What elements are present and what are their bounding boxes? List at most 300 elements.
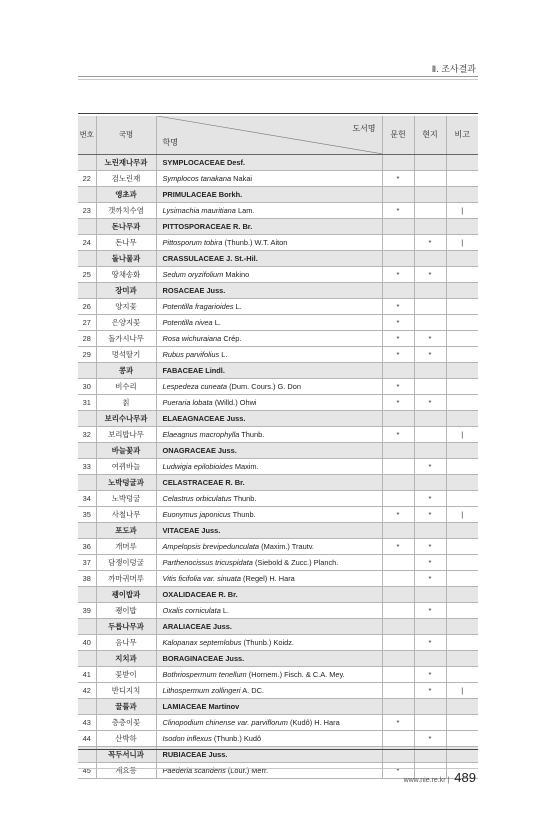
field-mark: * — [414, 507, 446, 523]
header-rule-thin — [78, 79, 478, 80]
species-author: (Thunb.) Koidz. — [243, 638, 294, 647]
field-mark: * — [414, 603, 446, 619]
note-mark — [446, 379, 478, 395]
species-korean-name: 층층이꽃 — [96, 715, 156, 731]
species-korean-name: 여뀌바늘 — [96, 459, 156, 475]
row-num — [78, 283, 96, 299]
field-mark — [414, 171, 446, 187]
field-mark: * — [414, 555, 446, 571]
species-binomial: Pittosporum tobira — [162, 238, 223, 247]
field-mark — [414, 155, 446, 171]
literature-mark — [382, 443, 414, 459]
note-mark — [446, 299, 478, 315]
field-mark — [414, 363, 446, 379]
literature-mark — [382, 187, 414, 203]
species-binomial: Isodon inflexus — [162, 734, 212, 743]
species-binomial: Lithospermum zollingeri — [162, 686, 241, 695]
family-korean-name: 노린재나무과 — [96, 155, 156, 171]
species-row — [78, 299, 478, 315]
species-row — [78, 203, 478, 219]
literature-mark: * — [382, 395, 414, 411]
literature-mark — [382, 363, 414, 379]
note-mark — [446, 411, 478, 427]
literature-mark — [382, 251, 414, 267]
species-author: (Willd.) Ohwi — [214, 398, 257, 407]
row-num: 40 — [78, 635, 96, 651]
note-mark: | — [446, 683, 478, 699]
literature-mark — [382, 235, 414, 251]
row-num: 22 — [78, 171, 96, 187]
species-author: Maxim. — [234, 462, 259, 471]
note-mark — [446, 667, 478, 683]
note-mark — [446, 347, 478, 363]
species-binomial: Rosa wichuraiana — [162, 334, 222, 343]
species-row — [78, 491, 478, 507]
species-binomial: Vitis ficifolia var. sinuata — [162, 574, 241, 583]
row-num — [78, 475, 96, 491]
species-korean-name: 칡 — [96, 395, 156, 411]
table-bottom-rule — [78, 749, 478, 750]
field-mark — [414, 619, 446, 635]
species-author: L. — [214, 318, 221, 327]
species-binomial: Lespedeza cuneata — [162, 382, 228, 391]
species-author: L. — [222, 606, 230, 615]
species-scientific-name — [156, 507, 382, 523]
family-scientific-name: VITACEAE Juss. — [156, 523, 382, 539]
footer-url: www.nie.re.kr — [403, 777, 446, 784]
literature-mark — [382, 619, 414, 635]
species-scientific-name — [156, 267, 382, 283]
family-korean-name: 두릅나무과 — [96, 619, 156, 635]
species-binomial: Oxalis corniculata — [162, 606, 221, 615]
row-num: 32 — [78, 427, 96, 443]
family-scientific-name: LAMIACEAE Martinov — [156, 699, 382, 715]
header-field: 현지 — [414, 116, 446, 155]
species-korean-name: 꽃받이 — [96, 667, 156, 683]
species-author: (Kudô) H. Hara — [290, 718, 340, 727]
species-author: Makino — [225, 270, 250, 279]
species-row — [78, 539, 478, 555]
species-scientific-name — [156, 491, 382, 507]
species-row — [78, 555, 478, 571]
literature-mark — [382, 699, 414, 715]
species-scientific-name — [156, 235, 382, 251]
species-binomial: Bothriospermum tenellum — [162, 670, 247, 679]
note-mark — [446, 315, 478, 331]
row-num — [78, 587, 96, 603]
row-num: 28 — [78, 331, 96, 347]
species-row — [78, 267, 478, 283]
row-num: 31 — [78, 395, 96, 411]
family-korean-name: 노박덩굴과 — [96, 475, 156, 491]
row-num — [78, 619, 96, 635]
family-scientific-name: ROSACEAE Juss. — [156, 283, 382, 299]
row-num: 36 — [78, 539, 96, 555]
family-korean-name: 콩과 — [96, 363, 156, 379]
family-scientific-name: SYMPLOCACEAE Desf. — [156, 155, 382, 171]
literature-mark: * — [382, 171, 414, 187]
table-header-row — [78, 116, 478, 155]
row-num — [78, 443, 96, 459]
header-scientific-name — [156, 116, 382, 155]
note-mark — [446, 571, 478, 587]
family-scientific-name: ARALIACEAE Juss. — [156, 619, 382, 635]
field-mark — [414, 699, 446, 715]
note-mark — [446, 619, 478, 635]
species-binomial: Ampelopsis brevipedunculata — [162, 542, 260, 551]
species-author: A. DC. — [242, 686, 264, 695]
note-mark — [446, 283, 478, 299]
family-row — [78, 587, 478, 603]
species-author: (Maxim.) Trautv. — [261, 542, 314, 551]
note-mark — [446, 267, 478, 283]
species-scientific-name — [156, 667, 382, 683]
family-korean-name: 바늘꽃과 — [96, 443, 156, 459]
field-mark — [414, 315, 446, 331]
field-mark: * — [414, 459, 446, 475]
field-mark — [414, 651, 446, 667]
literature-mark — [382, 283, 414, 299]
literature-mark: * — [382, 203, 414, 219]
field-mark — [414, 587, 446, 603]
note-mark — [446, 491, 478, 507]
row-num — [78, 155, 96, 171]
literature-mark: * — [382, 299, 414, 315]
field-mark — [414, 219, 446, 235]
species-row — [78, 731, 478, 747]
row-num: 29 — [78, 347, 96, 363]
family-row — [78, 251, 478, 267]
row-num — [78, 523, 96, 539]
note-mark — [446, 555, 478, 571]
row-num: 30 — [78, 379, 96, 395]
header-num: 번호 — [78, 116, 96, 155]
species-author: (Thunb.) Kudô — [213, 734, 262, 743]
family-korean-name: 장미과 — [96, 283, 156, 299]
species-scientific-name — [156, 683, 382, 699]
field-mark: * — [414, 491, 446, 507]
family-row — [78, 699, 478, 715]
literature-mark — [382, 459, 414, 475]
row-num: 25 — [78, 267, 96, 283]
species-row — [78, 603, 478, 619]
species-binomial: Clinopodium chinense var. parviflorum — [162, 718, 288, 727]
field-mark — [414, 299, 446, 315]
species-author: L. — [235, 302, 242, 311]
family-row — [78, 411, 478, 427]
species-author: (Hornem.) Fisch. & C.A. Mey. — [248, 670, 345, 679]
field-mark — [414, 379, 446, 395]
header-rule — [78, 76, 478, 77]
species-korean-name: 노박덩굴 — [96, 491, 156, 507]
species-author: (Regel) H. Hara — [243, 574, 295, 583]
literature-mark — [382, 219, 414, 235]
literature-mark — [382, 411, 414, 427]
species-row — [78, 683, 478, 699]
species-scientific-name — [156, 571, 382, 587]
family-korean-name: 포도과 — [96, 523, 156, 539]
note-mark — [446, 523, 478, 539]
literature-mark — [382, 571, 414, 587]
species-scientific-name — [156, 731, 382, 747]
literature-mark — [382, 731, 414, 747]
species-binomial: Symplocos tanakana — [162, 174, 232, 183]
literature-mark: * — [382, 507, 414, 523]
family-korean-name: 괭이밥과 — [96, 587, 156, 603]
note-mark — [446, 443, 478, 459]
species-row — [78, 315, 478, 331]
species-scientific-name — [156, 395, 382, 411]
species-author: Thunb. — [232, 510, 256, 519]
row-num: 27 — [78, 315, 96, 331]
family-row — [78, 619, 478, 635]
species-korean-name: 담쟁이덩굴 — [96, 555, 156, 571]
note-mark — [446, 539, 478, 555]
literature-mark — [382, 475, 414, 491]
species-korean-name: 갯까치수염 — [96, 203, 156, 219]
species-scientific-name — [156, 539, 382, 555]
species-table — [78, 116, 478, 779]
species-row — [78, 379, 478, 395]
literature-mark: * — [382, 763, 414, 779]
family-korean-name: 지치과 — [96, 651, 156, 667]
literature-mark: * — [382, 379, 414, 395]
field-mark — [414, 715, 446, 731]
table-body — [78, 155, 478, 779]
note-mark — [446, 187, 478, 203]
family-korean-name: 앵초과 — [96, 187, 156, 203]
literature-mark — [382, 667, 414, 683]
species-row — [78, 635, 478, 651]
note-mark — [446, 699, 478, 715]
row-num: 39 — [78, 603, 96, 619]
species-binomial: Celastrus orbiculatus — [162, 494, 232, 503]
note-mark — [446, 731, 478, 747]
species-korean-name: 개머루 — [96, 539, 156, 555]
section-title: Ⅱ. 조사결과 — [431, 64, 476, 74]
species-korean-name: 사철나무 — [96, 507, 156, 523]
literature-mark: * — [382, 331, 414, 347]
literature-mark — [382, 523, 414, 539]
field-mark — [414, 443, 446, 459]
row-num — [78, 219, 96, 235]
species-row — [78, 427, 478, 443]
family-row — [78, 187, 478, 203]
row-num: 35 — [78, 507, 96, 523]
species-korean-name: 괭이밥 — [96, 603, 156, 619]
family-scientific-name: RUBIACEAE Juss. — [156, 747, 382, 763]
row-num — [78, 411, 96, 427]
species-korean-name: 돈나무 — [96, 235, 156, 251]
species-author: Nakai — [233, 174, 253, 183]
species-author: Lam. — [237, 206, 255, 215]
literature-mark — [382, 555, 414, 571]
literature-mark — [382, 155, 414, 171]
note-mark — [446, 331, 478, 347]
header-book-label: 도서명 — [352, 124, 376, 133]
literature-mark — [382, 587, 414, 603]
note-mark — [446, 171, 478, 187]
family-scientific-name: OXALIDACEAE R. Br. — [156, 587, 382, 603]
family-scientific-name: ELAEAGNACEAE Juss. — [156, 411, 382, 427]
note-mark — [446, 155, 478, 171]
family-korean-name: 꿀풀과 — [96, 699, 156, 715]
family-scientific-name: ONAGRACEAE Juss. — [156, 443, 382, 459]
literature-mark: * — [382, 427, 414, 443]
row-num — [78, 699, 96, 715]
note-mark — [446, 475, 478, 491]
species-korean-name: 멍석딸기 — [96, 347, 156, 363]
literature-mark: * — [382, 715, 414, 731]
header-literature: 문헌 — [382, 116, 414, 155]
row-num — [78, 251, 96, 267]
note-mark — [446, 603, 478, 619]
literature-mark: * — [382, 267, 414, 283]
species-binomial: Rubus parvifolius — [162, 350, 220, 359]
field-mark: * — [414, 267, 446, 283]
footer-rule — [78, 768, 478, 769]
species-row — [78, 715, 478, 731]
species-binomial: Kalopanax septemlobus — [162, 638, 242, 647]
family-scientific-name: BORAGINACEAE Juss. — [156, 651, 382, 667]
field-mark: * — [414, 347, 446, 363]
note-mark: | — [446, 203, 478, 219]
header-note: 비고 — [446, 116, 478, 155]
species-scientific-name — [156, 459, 382, 475]
family-scientific-name: FABACEAE Lindl. — [156, 363, 382, 379]
species-binomial: Paederia scandens — [162, 766, 226, 775]
species-row — [78, 667, 478, 683]
field-mark: * — [414, 395, 446, 411]
species-korean-name: 계요등 — [96, 763, 156, 779]
literature-mark — [382, 651, 414, 667]
species-scientific-name — [156, 331, 382, 347]
diagonal-divider — [157, 116, 383, 154]
family-korean-name: 돌나물과 — [96, 251, 156, 267]
header-korean-name: 국명 — [96, 116, 156, 155]
species-binomial: Euonymus japonicus — [162, 510, 231, 519]
species-korean-name: 비수리 — [96, 379, 156, 395]
note-mark — [446, 363, 478, 379]
species-binomial: Elaeagnus macrophylla — [162, 430, 240, 439]
species-korean-name: 검노린재 — [96, 171, 156, 187]
literature-mark: * — [382, 315, 414, 331]
species-binomial: Parthenocissus tricuspidata — [162, 558, 253, 567]
field-mark — [414, 475, 446, 491]
note-mark — [446, 219, 478, 235]
table-top-rule — [78, 113, 478, 114]
field-mark: * — [414, 235, 446, 251]
species-korean-name: 돌가시나무 — [96, 331, 156, 347]
field-mark: * — [414, 635, 446, 651]
row-num: 24 — [78, 235, 96, 251]
species-author: (Lour.) Merr. — [227, 766, 269, 775]
family-row — [78, 219, 478, 235]
row-num: 44 — [78, 731, 96, 747]
note-mark — [446, 651, 478, 667]
row-num — [78, 187, 96, 203]
species-author: (Dum. Cours.) G. Don — [229, 382, 301, 391]
note-mark — [446, 587, 478, 603]
species-korean-name: 양지꽃 — [96, 299, 156, 315]
field-mark: * — [414, 571, 446, 587]
family-korean-name: 꼭두서니과 — [96, 747, 156, 763]
family-scientific-name: CELASTRACEAE R. Br. — [156, 475, 382, 491]
family-row — [78, 475, 478, 491]
row-num: 43 — [78, 715, 96, 731]
row-num: 33 — [78, 459, 96, 475]
note-mark — [446, 635, 478, 651]
literature-mark — [382, 683, 414, 699]
row-num: 45 — [78, 763, 96, 779]
field-mark: * — [414, 331, 446, 347]
species-row — [78, 347, 478, 363]
species-scientific-name — [156, 635, 382, 651]
species-scientific-name — [156, 347, 382, 363]
species-author: (Siebold & Zucc.) Planch. — [254, 558, 339, 567]
species-binomial: Potentilla nivea — [162, 318, 213, 327]
field-mark — [414, 251, 446, 267]
literature-mark: * — [382, 347, 414, 363]
species-scientific-name — [156, 603, 382, 619]
row-num: 26 — [78, 299, 96, 315]
species-scientific-name — [156, 203, 382, 219]
note-mark — [446, 715, 478, 731]
family-row — [78, 155, 478, 171]
species-korean-name: 음나무 — [96, 635, 156, 651]
species-row — [78, 459, 478, 475]
species-row — [78, 507, 478, 523]
species-row — [78, 171, 478, 187]
row-num — [78, 651, 96, 667]
species-korean-name: 반디지치 — [96, 683, 156, 699]
field-mark — [414, 187, 446, 203]
note-mark — [446, 251, 478, 267]
page-number: 489 — [454, 770, 476, 785]
field-mark: * — [414, 683, 446, 699]
row-num: 41 — [78, 667, 96, 683]
row-num: 34 — [78, 491, 96, 507]
family-row — [78, 523, 478, 539]
species-row — [78, 331, 478, 347]
row-num: 37 — [78, 555, 96, 571]
field-mark — [414, 203, 446, 219]
family-row — [78, 651, 478, 667]
note-mark: | — [446, 235, 478, 251]
species-binomial: Lysimachia mauritiana — [162, 206, 236, 215]
family-scientific-name: CRASSULACEAE J. St.-Hil. — [156, 251, 382, 267]
species-scientific-name — [156, 715, 382, 731]
species-scientific-name — [156, 427, 382, 443]
family-row — [78, 363, 478, 379]
species-scientific-name — [156, 171, 382, 187]
footer: www.nie.re.kr | 489 — [403, 770, 476, 785]
row-num: 42 — [78, 683, 96, 699]
species-row — [78, 395, 478, 411]
row-num: 23 — [78, 203, 96, 219]
species-author: Crép. — [223, 334, 242, 343]
note-mark — [446, 395, 478, 411]
field-mark — [414, 283, 446, 299]
species-korean-name: 까마귀머루 — [96, 571, 156, 587]
field-mark: * — [414, 667, 446, 683]
row-num — [78, 363, 96, 379]
family-korean-name: 돈나무과 — [96, 219, 156, 235]
species-row — [78, 571, 478, 587]
literature-mark: * — [382, 539, 414, 555]
species-korean-name: 은양지꽃 — [96, 315, 156, 331]
field-mark — [414, 523, 446, 539]
